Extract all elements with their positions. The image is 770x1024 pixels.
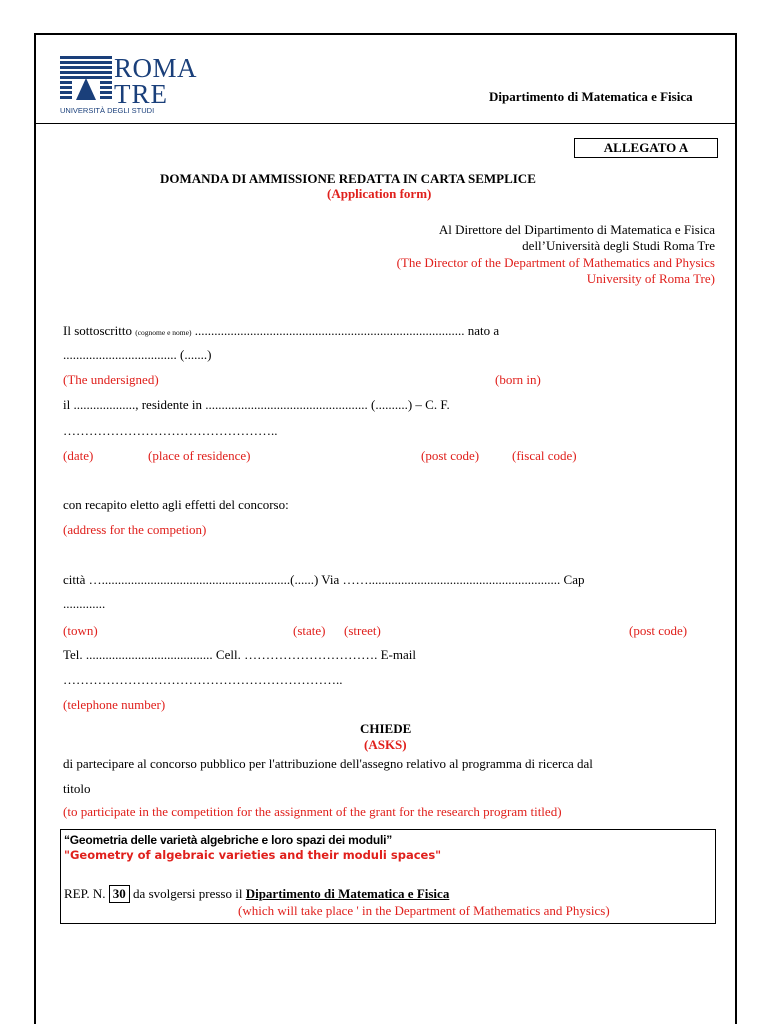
sottoscritto-name-field[interactable]: ...................................................................................	[194, 323, 465, 338]
program-title-it: “Geometria delle varietà algebriche e loro spazi dei moduli”	[64, 833, 393, 847]
residence-en-label: (place of residence)	[148, 448, 251, 463]
fiscal-code-field[interactable]: …………………………………………..	[63, 423, 278, 438]
chiede-text-en: (to participate in the competition for the assignment of the grant for the research program titled)	[63, 804, 562, 819]
recipient-line-1: Al Direttore del Dipartimento di Matematica e Fisica	[438, 222, 715, 237]
department-name: Dipartimento di Matematica e Fisica	[489, 89, 693, 104]
cap-field[interactable]: .............	[63, 596, 106, 611]
tel-cell-email-field[interactable]: Tel. ....................................... Cell. …………………………. E-mail	[63, 647, 416, 662]
town-en-label: (town)	[63, 623, 98, 638]
rep-number-box: 30	[109, 885, 130, 903]
undersigned-en-label: (The undersigned)	[63, 372, 159, 387]
sottoscritto-hint: (cognome e nome)	[135, 328, 192, 337]
sottoscritto-row	[63, 324, 499, 337]
page-frame-left	[34, 33, 36, 1024]
recipient-line-4-en: University of Roma Tre)	[586, 271, 715, 286]
roma-tre-logo	[58, 52, 198, 120]
chiede-text-2: titolo	[63, 781, 91, 796]
page-frame-top	[34, 33, 737, 35]
chiede-title: CHIEDE	[360, 721, 412, 736]
postcode-en-label: (post code)	[421, 448, 480, 463]
birth-place-field[interactable]: ................................... (.......)	[63, 347, 212, 362]
fiscal-code-en-label: (fiscal code)	[512, 448, 577, 463]
logo-roma-text: ROMA	[114, 53, 198, 83]
email-field[interactable]: ………………………………………………………..	[63, 672, 343, 687]
address-postcode-en-label: (post code)	[629, 623, 688, 638]
form-title-en: (Application form)	[327, 186, 432, 201]
nato-a-label: nato a	[467, 323, 500, 338]
rep-en-text: (which will take place ' in the Department of Mathematics and Physics)	[238, 903, 610, 918]
program-title-en: "Geometry of algebraic varieties and their moduli spaces"	[64, 848, 442, 862]
logo-subtitle: UNIVERSITÀ DEGLI STUDI	[60, 106, 155, 115]
born-in-en-label: (born in)	[495, 372, 541, 387]
address-en-label: (address for the competion)	[63, 522, 207, 537]
allegato-box: ALLEGATO A	[574, 138, 718, 158]
address-label: con recapito eletto agli effetti del concorso:	[63, 497, 289, 512]
city-street-cap-field[interactable]: città …..........................................................(......) Via ……........................................................... Cap	[63, 572, 585, 587]
rep-department: Dipartimento di Matematica e Fisica	[245, 886, 450, 901]
telephone-en-label: (telephone number)	[63, 697, 166, 712]
form-title: DOMANDA DI AMMISSIONE REDATTA IN CARTA SEMPLICE	[160, 171, 536, 186]
rep-row	[64, 885, 449, 903]
recipient-line-2: dell’Università degli Studi Roma Tre	[522, 238, 715, 253]
logo-tre-text: TRE	[114, 79, 168, 109]
sottoscritto-label: Il sottoscritto	[63, 323, 132, 338]
street-en-label: (street)	[344, 623, 381, 638]
chiede-text-1: di partecipare al concorso pubblico per l'attribuzione dell'assegno relativo al programma di ricerca dal	[63, 756, 593, 771]
rep-text: da svolgersi presso il	[133, 886, 243, 901]
date-residence-fiscal-field[interactable]: il ..................., residente in .................................................. (..........) – C. F.	[63, 397, 450, 412]
page-frame-right	[735, 33, 737, 1024]
header-rule	[36, 123, 735, 124]
chiede-title-en: (ASKS)	[364, 737, 407, 752]
state-en-label: (state)	[293, 623, 326, 638]
rep-label: REP. N.	[64, 886, 106, 901]
date-en-label: (date)	[63, 448, 94, 463]
recipient-line-3-en: (The Director of the Department of Mathematics and Physics	[396, 255, 715, 270]
